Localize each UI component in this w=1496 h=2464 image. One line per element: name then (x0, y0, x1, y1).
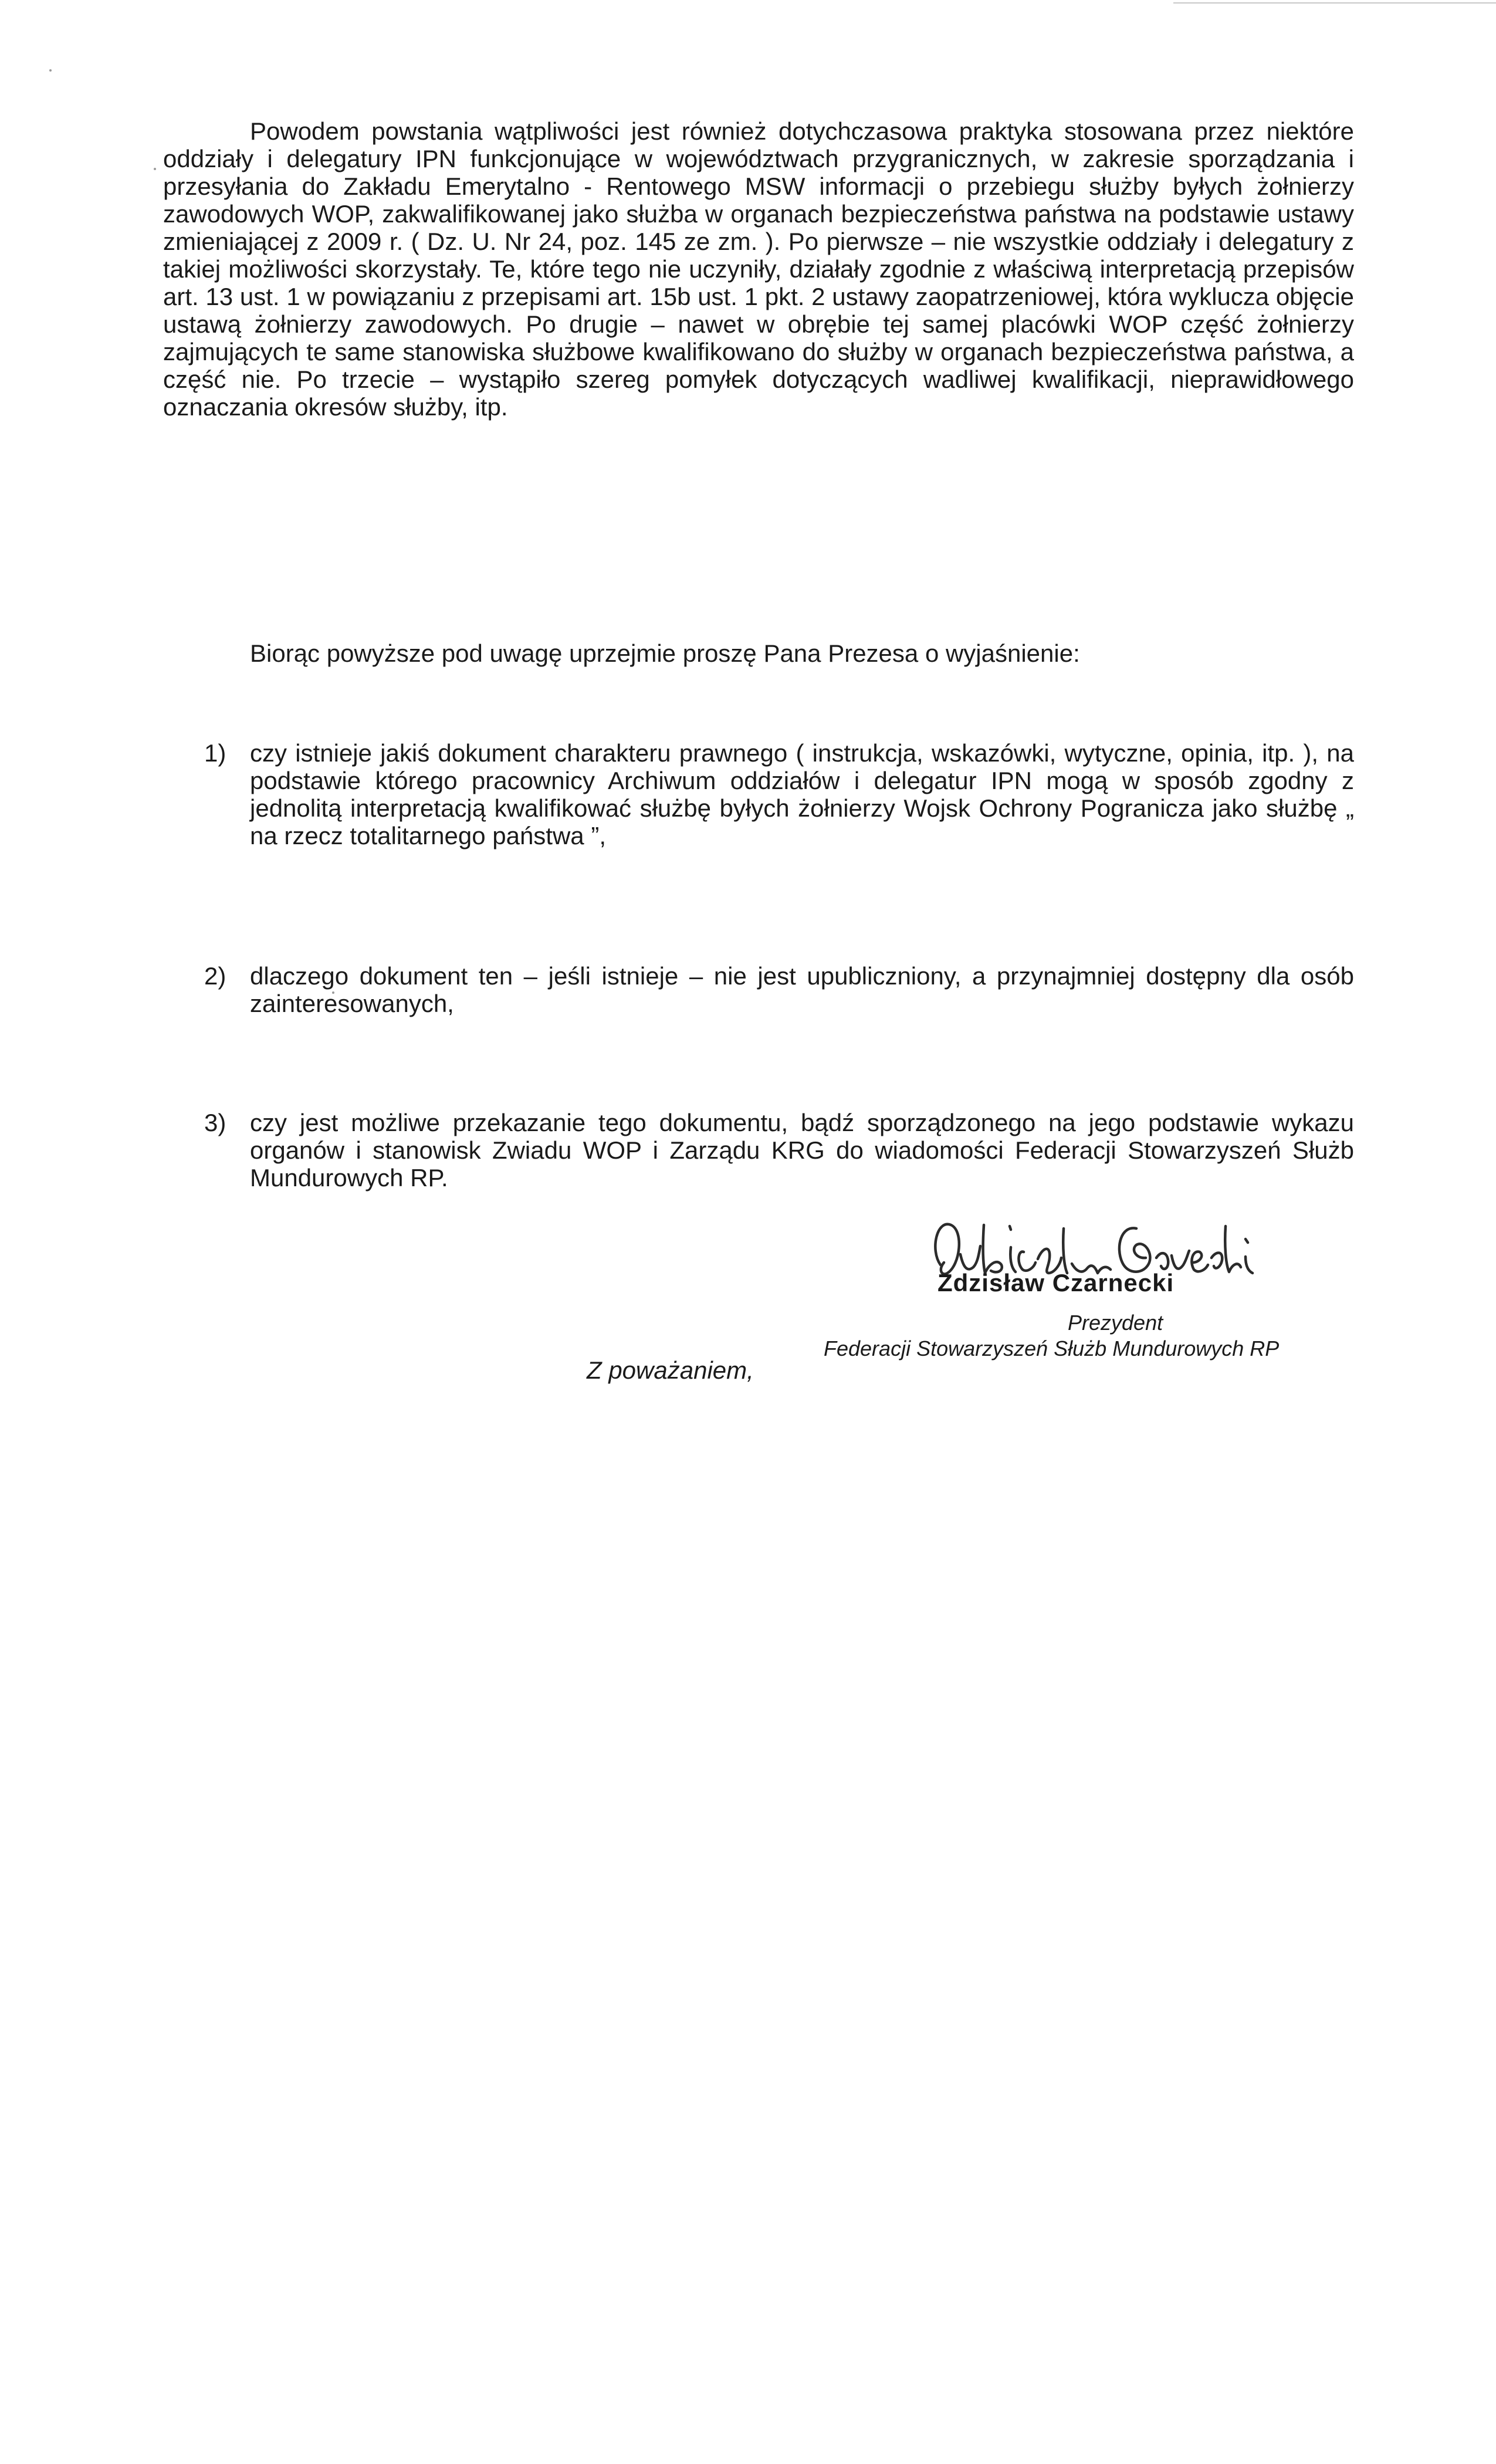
signer-organization: Federacji Stowarzyszeń Służb Mundurowych RP (824, 1336, 1280, 1360)
closing-salutation: Z poważaniem, (587, 1356, 754, 1384)
signer-name: Zdzisław Czarnecki (937, 1269, 1175, 1297)
list-item (163, 962, 1354, 1017)
list-item-text: czy istnieje jakiś dokument charakteru prawnego ( instrukcja, wskazówki, wytyczne, opinia, itp. ), na podstawie którego pracownicy Archiwum oddziałów i delegatur IPN mogą w sposób zgodny z jednolitą interpretacją kwalifikować służbę byłych żołnierzy Wojsk Ochrony Pogranicza jako służbę „ na rzecz totalitarnego państwa ”, (250, 739, 1354, 849)
signer-title: Prezydent (1068, 1311, 1163, 1335)
scan-speck (154, 168, 156, 170)
list-item-number: 3) (204, 1109, 226, 1136)
intro-paragraph: Powodem powstania wątpliwości jest również dotychczasowa praktyka stosowana przez niektóre oddziały i delegatury IPN funkcjonujące w województwach przygranicznych, w zakresie sporządzania i przesyłania do Zakładu Emerytalno - Rentowego MSW informacji o przebiegu służby byłych żołnierzy zawodowych WOP, zakwalifikowanej jako służba w organach bezpieczeństwa państwa na podstawie ustawy zmieniającej z 2009 r. ( Dz. U. Nr 24, poz. 145 ze zm. ). Po pierwsze – nie wszystkie oddziały i delegatury z takiej możliwości skorzystały. Te, które tego nie uczyniły, działały zgodnie z właściwą interpretacją przepisów art. 13 ust. 1 w powiązaniu z przepisami art. 15b ust. 1 pkt. 2 ustawy zaopatrzeniowej, która wyklucza objęcie ustawą żołnierzy zawodowych. Po drugie – nawet w obrębie tej samej placówki WOP część żołnierzy zajmujących te same stanowiska służbowe kwalifikowano do służby w organach bezpieczeństwa państwa, a część nie. Po trzecie – wystąpiło szereg pomyłek dotyczących wadliwej kwalifikacji, nieprawidłowego oznaczania okresów służby, itp. (163, 117, 1354, 421)
list-item (163, 1109, 1354, 1192)
list-item-number: 2) (204, 962, 226, 990)
list-item-text: czy jest możliwe przekazanie tego dokumentu, bądź sporządzonego na jego podstawie wykazu organów i stanowisk Zwiadu WOP i Zarządu KRG do wiadomości Federacji Stowarzyszeń Służb Mundurowych RP. (250, 1109, 1354, 1192)
list-item-number: 1) (204, 739, 226, 767)
list-item-text: dlaczego dokument ten – jeśli istnieje – nie jest upubliczniony, a przynajmniej dostępny dla osób zainteresowanych, (250, 962, 1354, 1017)
scan-edge-line (1173, 2, 1496, 4)
lead-sentence: Biorąc powyższe pod uwagę uprzejmie proszę Pana Prezesa o wyjaśnienie: (250, 639, 1080, 667)
scan-speck (49, 69, 52, 72)
list-item (163, 739, 1354, 849)
